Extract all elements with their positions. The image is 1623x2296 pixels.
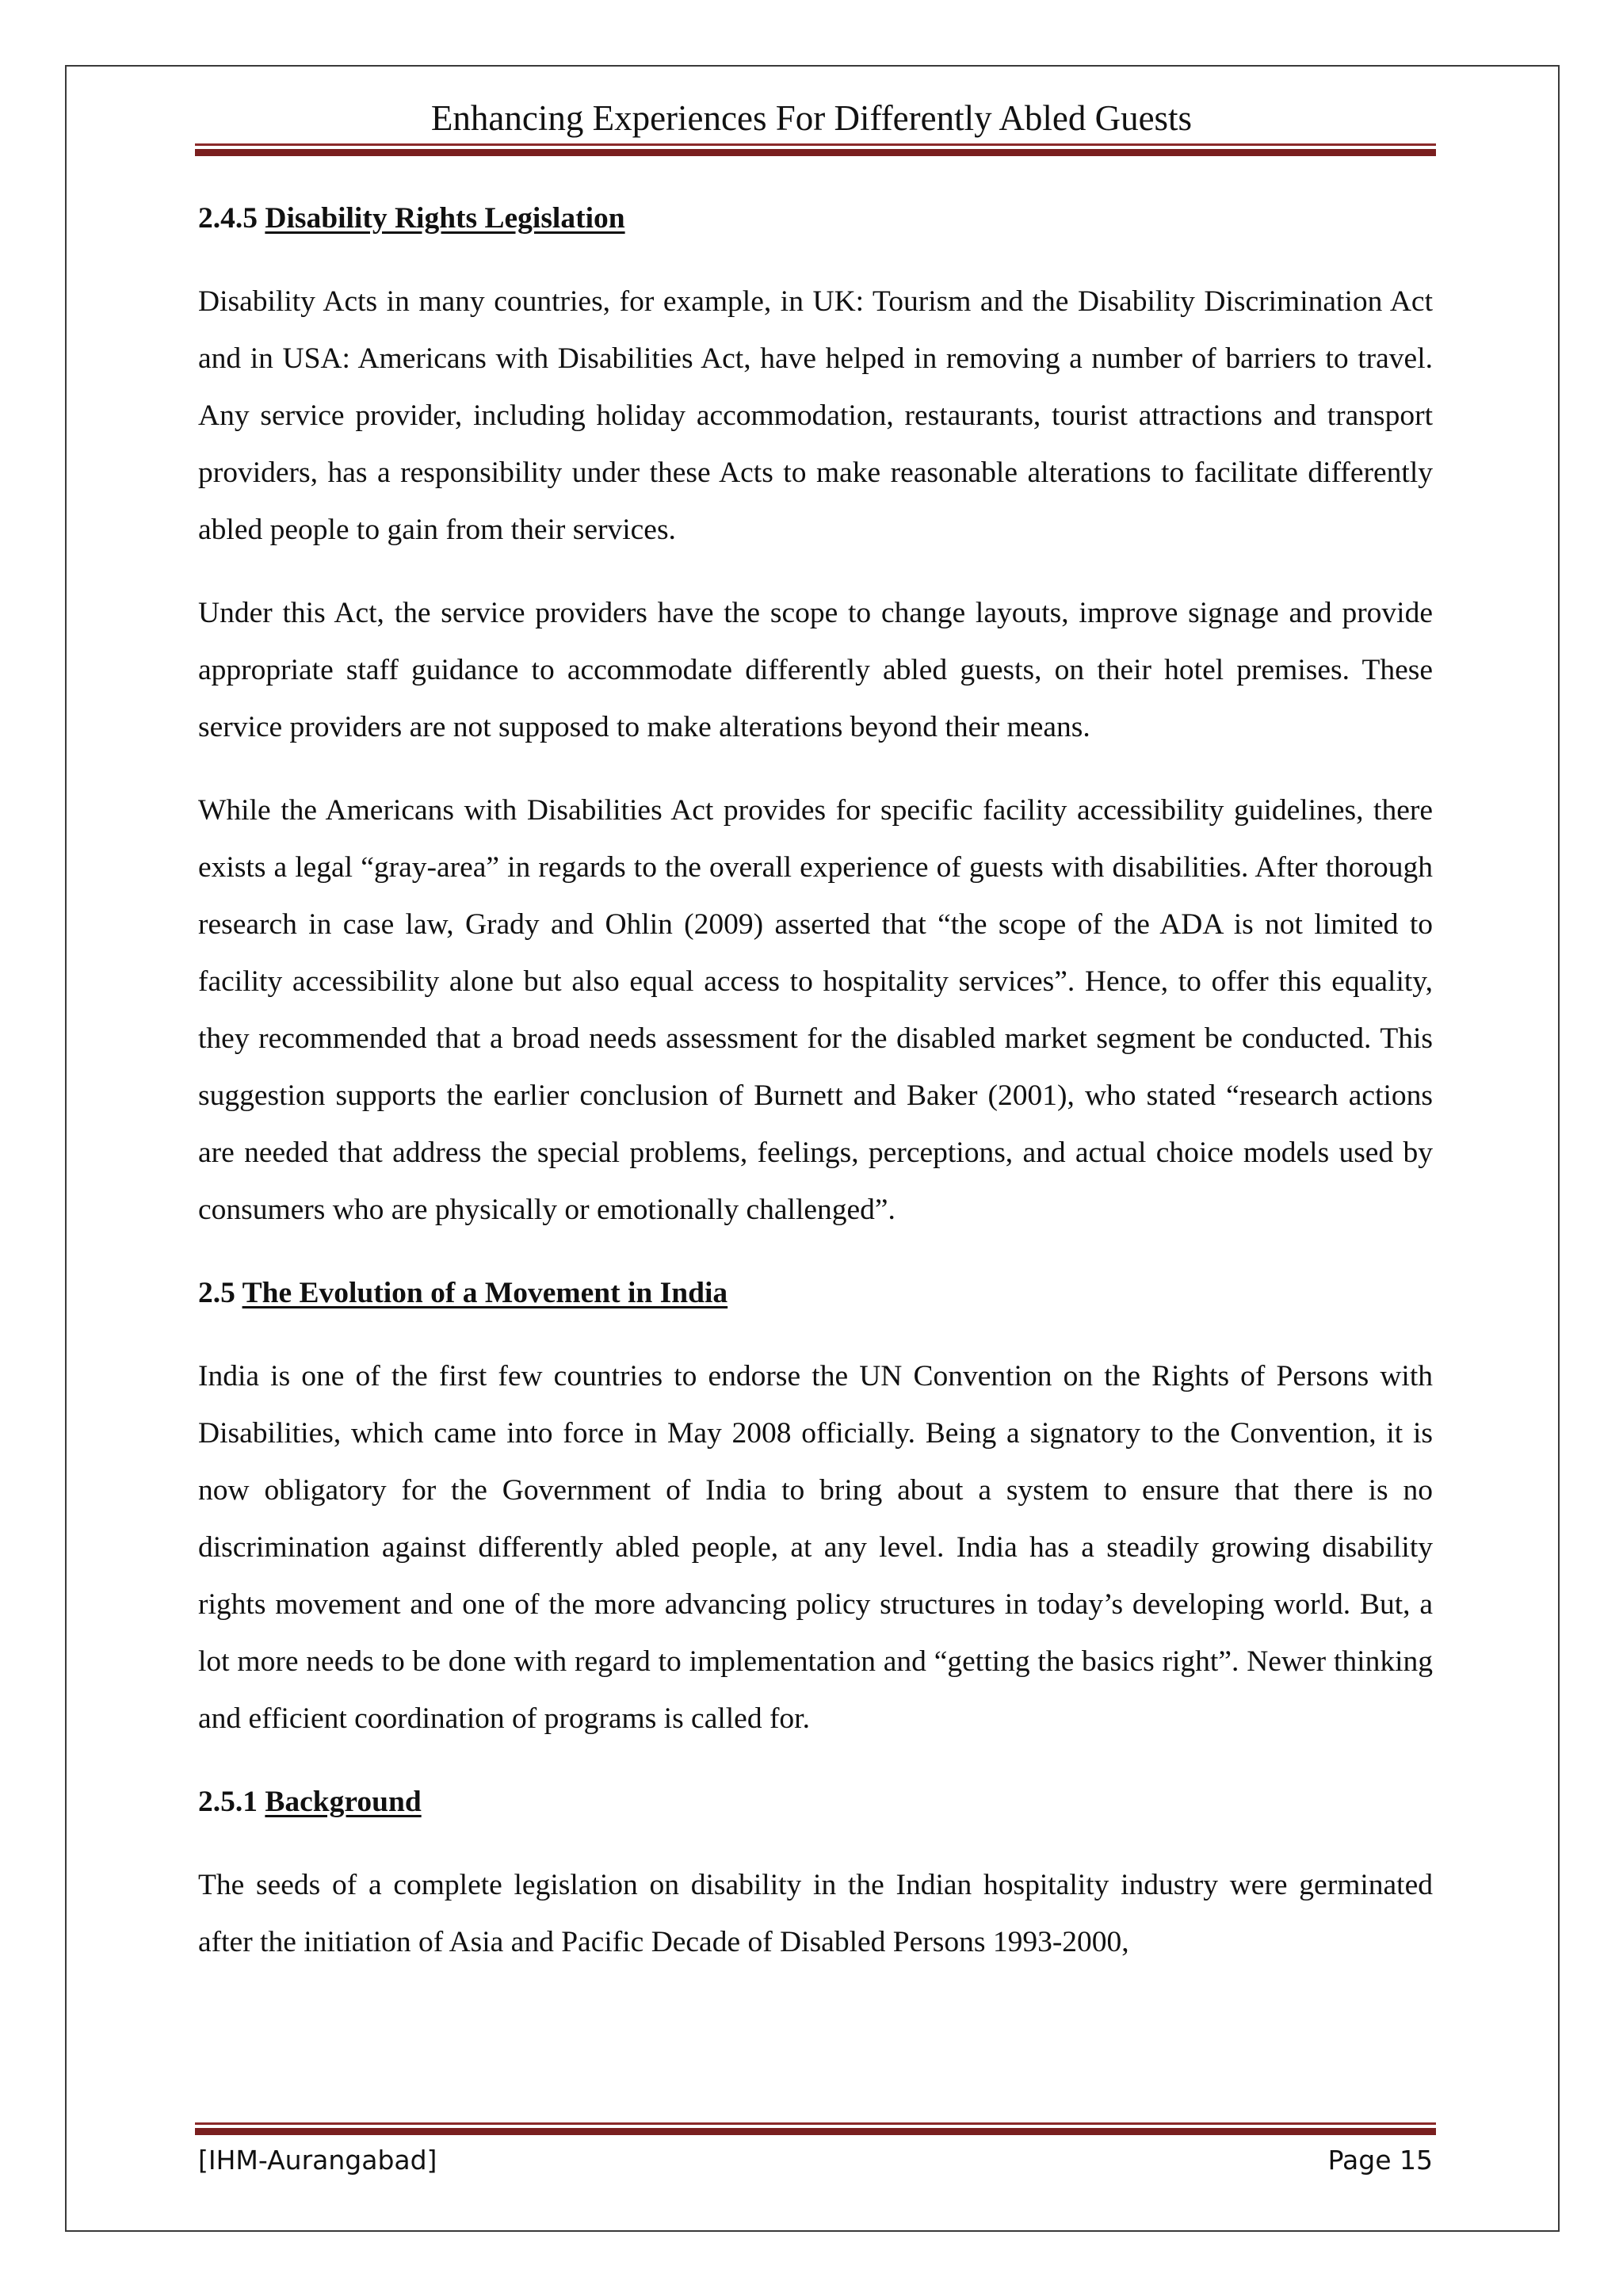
paragraph: While the Americans with Disabilities Act provides for specific facility accessibility guidelines, there exists a legal “gray-area” in regards to the overall experience of guests with disabilities. After thorough research in case law, Grady and Ohlin (2009) asserted that “the scope of the ADA is not limited to facility accessibility alone but also equal access to hospitality services”. Hence, to offer this equality, they recommended that a broad needs assessment for the disabled market segment be conducted. This suggestion supports the earlier conclusion of Burnett and Baker (2001), who stated “research actions are needed that address the special problems, feelings, perceptions, and actual choice models used by consumers who are physically or emotionally challenged”. [198,794,1433,1226]
section-heading-2-5 [198,1265,1433,1322]
section-heading-2-5-1 [198,1774,1433,1831]
running-header: Enhancing Experiences For Differently Abled Guests [430,98,1193,138]
section-title: The Evolution of a Movement in India [242,1277,728,1309]
paragraph: Under this Act, the service providers have the scope to change layouts, improve signage and provide appropriate staff guidance to accommodate differently abled guests, on their hotel premises. These service providers are not supposed to make alterations beyond their means. [198,597,1433,743]
footer-institution: [IHM-Aurangabad] [198,2145,437,2176]
section-number: 2.5.1 [198,1786,258,1818]
section-number: 2.4.5 [198,202,258,235]
paragraph: India is one of the first few countries to endorse the UN Convention on the Rights of Persons with Disabilities, which came into force in May 2008 officially. Being a signatory to the Convention, it is now obligatory for the Government of India to bring about a system to ensure that there is no discrimination against differently abled people, at any level. India has a steadily growing disability rights movement and one of the more advancing policy structures in today’s developing world. But, a lot more needs to be done with regard to implementation and “getting the basics right”. Newer thinking and efficient coordination of programs is called for. [198,1360,1433,1735]
page-footer [198,2140,1433,2181]
paragraph: The seeds of a complete legislation on disability in the Indian hospitality industry were germinated after the initiation of Asia and Pacific Decade of Disabled Persons 1993-2000, [198,1869,1433,1958]
section-title: Background [265,1786,422,1818]
header-rule [195,143,1436,156]
section-heading-2-4-5 [198,190,1433,247]
section-title: Disability Rights Legislation [265,202,625,235]
section-number: 2.5 [198,1277,235,1309]
footer-rule [195,2122,1436,2135]
document-body [198,190,1433,1997]
paragraph: Disability Acts in many countries, for example, in UK: Tourism and the Disability Discrimination Act and in USA: Americans with Disabilities Act, have helped in removing a number of barriers to travel. Any service provider, including holiday accommodation, restaurants, tourist attractions and transport providers, has a responsibility under these Acts to make reasonable alterations to facilitate differently abled people to gain from their services. [198,285,1433,546]
page-number: Page 15 [1327,2145,1433,2176]
